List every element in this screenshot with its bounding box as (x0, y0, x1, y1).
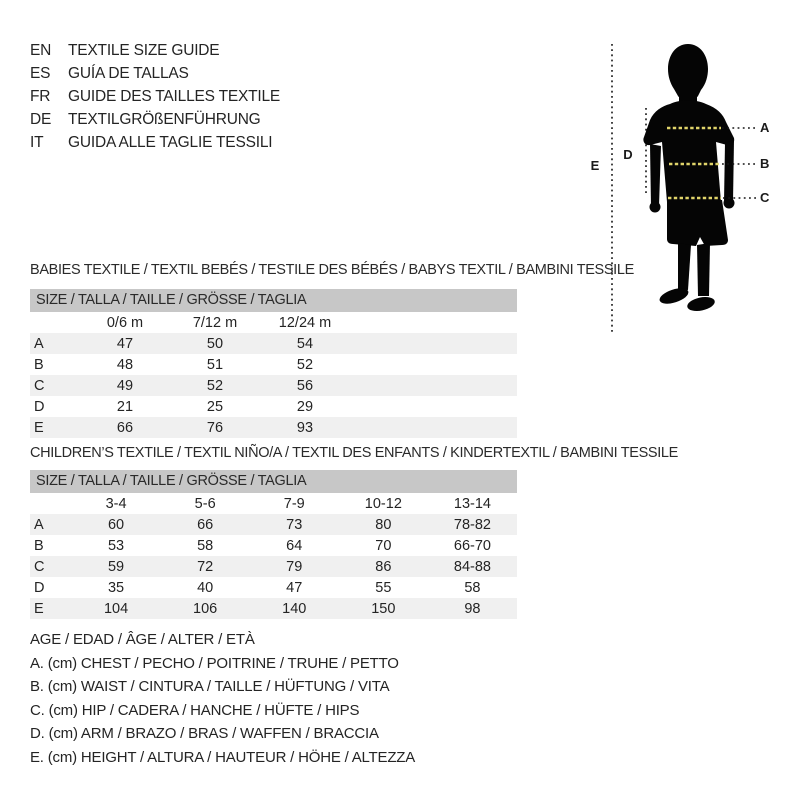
column-header: 0/6 m (106, 314, 144, 331)
size-cell: 80 (375, 516, 392, 533)
column-header: 7/12 m (192, 314, 238, 331)
size-cell: 86 (375, 558, 392, 575)
size-cell: 40 (197, 579, 214, 596)
language-row (30, 85, 280, 108)
table-row (30, 535, 517, 556)
size-cell: 25 (206, 398, 224, 415)
table-row (30, 577, 517, 598)
row-label: C (34, 377, 45, 394)
row-label: D (34, 398, 45, 415)
column-header: 12/24 m (278, 314, 332, 331)
table-row (30, 514, 517, 535)
column-header: 13-14 (453, 495, 491, 512)
language-code: DE (30, 110, 52, 128)
legend-arm-line: D. (cm) ARM / BRAZO / BRAS / WAFFEN / BRACCIA (30, 725, 379, 743)
size-cell: 78-82 (453, 516, 491, 533)
size-cell: 21 (116, 398, 134, 415)
size-cell: 150 (371, 600, 396, 617)
marker-label-c: C (760, 190, 770, 205)
size-cell: 52 (296, 356, 314, 373)
column-header: 7-9 (283, 495, 305, 512)
children-column-header-row (30, 493, 517, 514)
size-cell: 52 (206, 377, 224, 394)
legend-chest-line: A. (cm) CHEST / PECHO / POITRINE / TRUHE / PETTO (30, 654, 399, 672)
size-cell: 73 (286, 516, 303, 533)
size-cell: 60 (107, 516, 125, 533)
measurement-figure (570, 24, 800, 336)
language-code: EN (30, 41, 52, 59)
size-cell: 53 (107, 537, 125, 554)
size-cell: 59 (107, 558, 125, 575)
language-row (30, 62, 280, 85)
babies-size-header-bar: SIZE / TALLA / TAILLE / GRÖSSE / TAGLIA (30, 289, 517, 312)
marker-label-e: E (590, 158, 600, 173)
size-cell: 93 (296, 419, 314, 436)
size-cell: 106 (193, 600, 218, 617)
table-row (30, 598, 517, 619)
legend-height-line: E. (cm) HEIGHT / ALTURA / HAUTEUR / HÖHE / ALTEZZA (30, 748, 416, 766)
language-row (30, 39, 280, 62)
children-section-title: CHILDREN’S TEXTILE / TEXTIL NIÑO/A / TEXTIL DES ENFANTS / KINDERTEXTIL / BAMBINI TESSILE (30, 445, 678, 461)
language-title: GUÍA DE TALLAS (68, 64, 189, 82)
column-header: 10-12 (364, 495, 402, 512)
language-title: TEXTILGRÖßENFÜHRUNG (68, 110, 261, 128)
size-cell: 76 (206, 419, 224, 436)
legend-hip-line: C. (cm) HIP / CADERA / HANCHE / HÜFTE / HIPS (30, 701, 360, 719)
language-code: IT (30, 133, 44, 151)
row-label: E (34, 419, 44, 436)
measurement-legend (30, 628, 415, 769)
size-cell: 49 (116, 377, 134, 394)
language-row (30, 131, 280, 154)
children-size-header-bar: SIZE / TALLA / TAILLE / GRÖSSE / TAGLIA (30, 470, 517, 493)
size-cell: 47 (286, 579, 303, 596)
marker-label-d: D (623, 147, 633, 162)
children-size-table (30, 470, 517, 619)
size-cell: 84-88 (453, 558, 491, 575)
size-cell: 58 (464, 579, 481, 596)
babies-size-table (30, 289, 517, 438)
size-cell: 66 (116, 419, 134, 436)
language-list (30, 39, 280, 154)
language-code: ES (30, 64, 51, 82)
marker-label-b: B (760, 156, 770, 171)
size-cell: 70 (375, 537, 392, 554)
size-cell: 47 (116, 335, 134, 352)
table-row (30, 556, 517, 577)
size-cell: 66 (197, 516, 214, 533)
size-cell: 98 (464, 600, 481, 617)
size-cell: 66-70 (453, 537, 491, 554)
language-title: GUIDE DES TAILLES TEXTILE (68, 87, 281, 105)
table-row (30, 396, 517, 417)
size-cell: 56 (296, 377, 314, 394)
language-code: FR (30, 87, 51, 105)
legend-age-line: AGE / EDAD / ÂGE / ALTER / ETÀ (30, 631, 255, 649)
size-cell: 64 (286, 537, 303, 554)
language-title: GUIDA ALLE TAGLIE TESSILI (68, 133, 273, 151)
row-label: B (34, 537, 44, 554)
marker-label-a: A (760, 120, 770, 135)
language-title: TEXTILE SIZE GUIDE (68, 41, 220, 59)
row-label: D (34, 579, 45, 596)
row-label: C (34, 558, 45, 575)
column-header: 3-4 (105, 495, 127, 512)
row-label: A (34, 335, 44, 352)
size-cell: 50 (206, 335, 224, 352)
table-row (30, 375, 517, 396)
size-cell: 35 (107, 579, 125, 596)
size-cell: 54 (296, 335, 314, 352)
babies-section-title: BABIES TEXTILE / TEXTIL BEBÉS / TESTILE DES BÉBÉS / BABYS TEXTIL / BAMBINI TESSILE (30, 262, 634, 278)
size-cell: 48 (116, 356, 134, 373)
child-silhouette-icon (643, 44, 734, 313)
size-cell: 29 (296, 398, 314, 415)
size-cell: 140 (282, 600, 307, 617)
language-row (30, 108, 280, 131)
row-label: A (34, 516, 44, 533)
row-label: E (34, 600, 44, 617)
size-cell: 51 (206, 356, 224, 373)
table-row (30, 354, 517, 375)
size-cell: 104 (103, 600, 129, 617)
size-cell: 72 (197, 558, 214, 575)
legend-waist-line: B. (cm) WAIST / CINTURA / TAILLE / HÜFTUNG / VITA (30, 678, 390, 696)
column-header: 5-6 (194, 495, 216, 512)
table-row (30, 417, 517, 438)
babies-column-header-row (30, 312, 517, 333)
row-label: B (34, 356, 44, 373)
size-cell: 58 (197, 537, 214, 554)
size-cell: 55 (375, 579, 392, 596)
measurement-figure-svg (570, 24, 800, 336)
size-cell: 79 (286, 558, 303, 575)
table-row (30, 333, 517, 354)
